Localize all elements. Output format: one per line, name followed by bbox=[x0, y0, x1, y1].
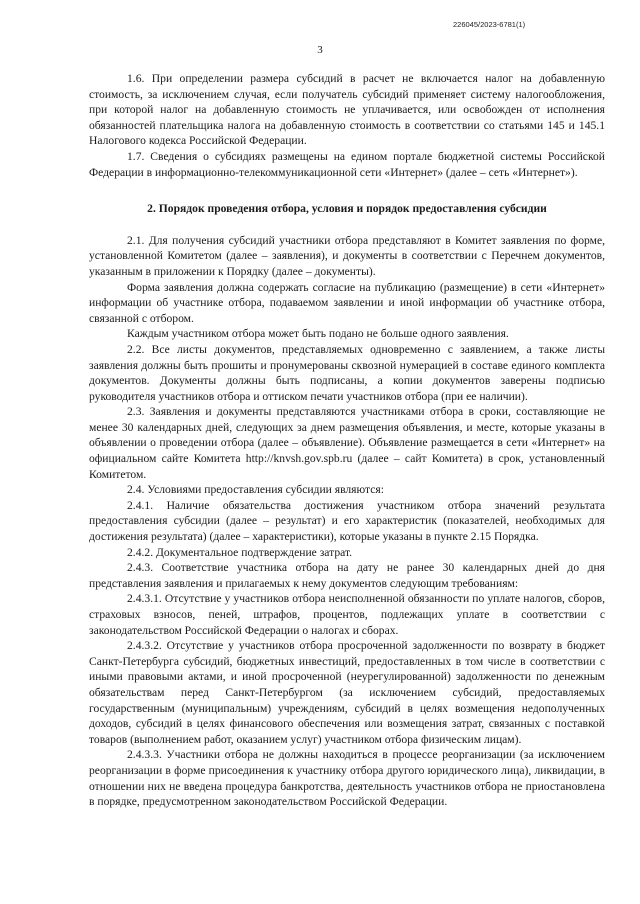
section-heading: 2. Порядок проведения отбора, условия и порядок предоставления субсидии bbox=[147, 202, 547, 216]
paragraph-2-4-3-3: 2.4.3.3. Участники отбора не должны находиться в процессе реорганизации (за исключением реорганизации в форме присоединения к участнику отбора другого юридического лица), ликвидации, в отношении них не введена процедура банкротства, деятельность участников отбора не приостановлена в порядке, предусмотренном законодательством Российской Федерации. bbox=[89, 748, 605, 809]
paragraph-2-4-1: 2.4.1. Наличие обязательства достижения участником отбора значений результата предоставления субсидии (далее – результат) и его характеристик (показателей, необходимых для достижения результата) (далее – характеристики), которые указаны в пункте 2.15 Порядка. bbox=[89, 498, 605, 544]
document-body bbox=[89, 71, 605, 810]
paragraph-2-2: 2.2. Все листы документов, представляемых одновременно с заявлением, а также листы заявления должны быть прошиты и пронумерованы сквозной нумерацией в составе единого комплекта документов. Документы должны быть подписаны, а копии документов заверены подписью руководителя участников отбора и оттиском печати участников отбора (при ее наличии). bbox=[89, 342, 605, 403]
paragraph-2-4-3-1: 2.4.3.1. Отсутствие у участников отбора неисполненной обязанности по уплате налогов, сборов, страховых взносов, пеней, штрафов, процентов, подлежащих уплате в соответствии с законодательством Российской Федерации о налогах и сборах. bbox=[89, 592, 605, 637]
paragraph-2-3: 2.3. Заявления и документы представляются участниками отбора в сроки, составляющие не менее 30 календарных дней, следующих за днем размещения объявления, и месте, которые указаны в объявлении о проведении отбора (далее – объявление). Объявление размещается в сети «Интернет» на официальном сайте Комитета http://knvsh.gov.spb.ru (далее – сайт Комитета) в срок, установленный Комитетом. bbox=[89, 405, 605, 481]
paragraph-2-1: 2.1. Для получения субсидий участники отбора представляют в Комитет заявления по форме, установленной Комитетом (далее – заявления), и документы в соответствии с Перечнем документов, указанным в приложении к Порядку (далее – документы). bbox=[89, 233, 605, 278]
paragraph-2-4-3-2: 2.4.3.2. Отсутствие у участников отбора просроченной задолженности по возврату в бюджет Санкт-Петербурга субсидий, бюджетных инвестиций, предоставленных в том числе в соответствии с иными правовыми актами, и иной просроченной (неурегулированной) задолженности по денежным обязательствам перед Санкт-Петербургом (за исключением субсидий, предоставляемых государственным (муниципальным) учреждениям, субсидий в целях возмещения недополученных доходов, субсидий в целях финансового обеспечения или возмещения затрат, связанных с поставкой товаров (выполнением работ, оказанием услуг) участником отбора физическим лицам). bbox=[89, 639, 605, 746]
paragraph-2-4-3: 2.4.3. Соответствие участника отбора на дату не ранее 30 календарных дней до дня представления заявления и прилагаемых к нему документов следующим требованиям: bbox=[89, 561, 605, 590]
paragraph-one-application: Каждым участником отбора может быть подано не больше одного заявления. bbox=[127, 327, 509, 341]
page-number: 3 bbox=[317, 44, 323, 56]
paragraph-2-4: 2.4. Условиями предоставления субсидии являются: bbox=[127, 483, 384, 497]
document-id: 226045/2023-6781(1) bbox=[453, 20, 526, 29]
paragraph-1-6: 1.6. При определении размера субсидий в расчет не включается налог на добавленную стоимость, за исключением случая, если получатель субсидий применяет систему налогообложения, при которой налог на добавленную стоимость не уплачивается, или освобожден от исполнения обязанностей плательщика налога на добавленную стоимость в соответствии со статьями 145 и 145.1 Налогового кодекса Российской Федерации. bbox=[89, 72, 605, 148]
paragraph-1-7: 1.7. Сведения о субсидиях размещены на едином портале бюджетной системы Российской Федерации в информационно-телекоммуникационной сети «Интернет» (далее – сеть «Интернет»). bbox=[89, 149, 605, 179]
paragraph-2-4-2: 2.4.2. Документальное подтверждение затрат. bbox=[127, 545, 353, 559]
paragraph-form: Форма заявления должна содержать согласие на публикацию (размещение) в сети «Интернет» информации об участнике отбора, подаваемом заявлении и иной информации об участнике отбора, связанной с отбором. bbox=[89, 280, 605, 325]
